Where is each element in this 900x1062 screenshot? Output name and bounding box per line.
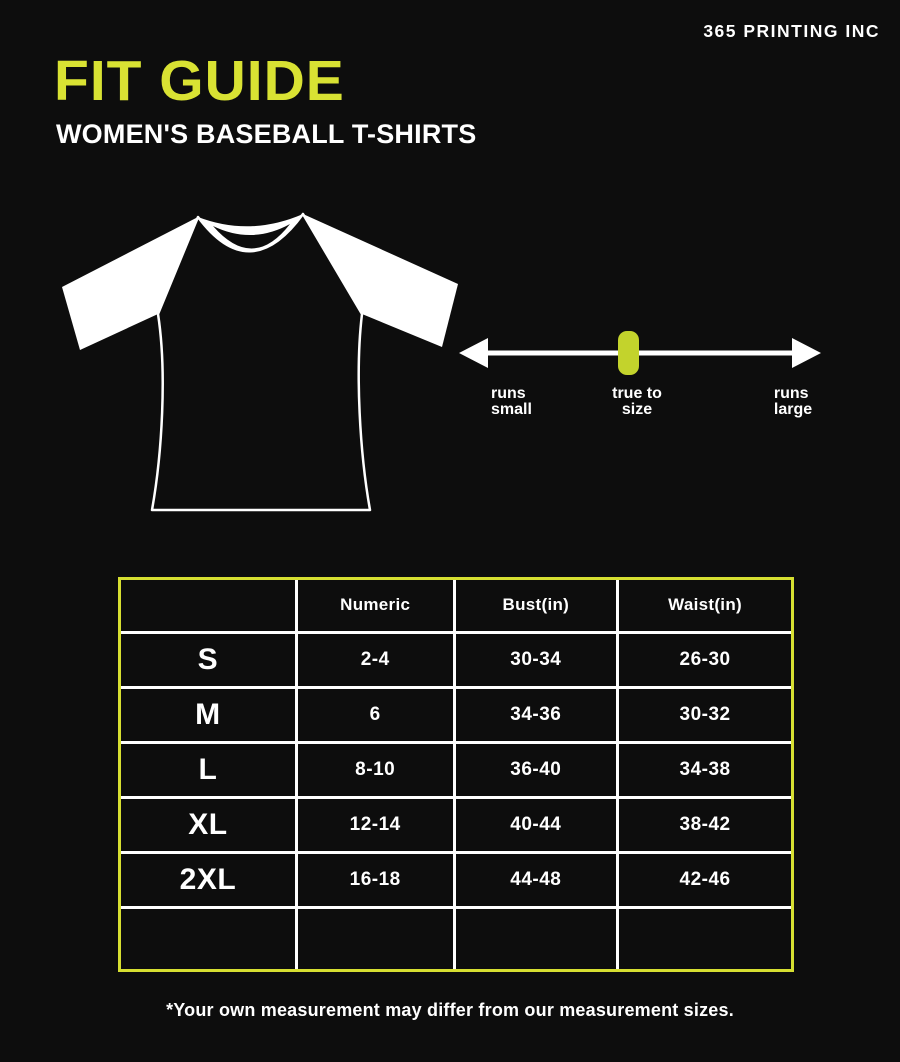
page-title: FIT GUIDE	[54, 49, 345, 113]
size-chart-table	[121, 580, 791, 969]
l-bust: 36-40	[454, 742, 618, 797]
table-row	[121, 687, 791, 742]
header-numeric: Numeric	[296, 580, 454, 632]
header-size	[121, 580, 296, 632]
arrow-right-icon	[792, 338, 821, 368]
table-row	[121, 742, 791, 797]
xl-numeric: 12-14	[296, 797, 454, 852]
true-to-size-label	[612, 386, 662, 417]
table-header-row	[121, 580, 791, 632]
m-waist: 30-32	[618, 687, 791, 742]
size-xl: XL	[121, 797, 296, 852]
size-s: S	[121, 632, 296, 687]
2xl-numeric: 16-18	[296, 852, 454, 907]
header-waist: Waist(in)	[618, 580, 791, 632]
l-waist: 34-38	[618, 742, 791, 797]
fit-scale	[455, 330, 825, 438]
true-to-size-line1: true to	[612, 385, 662, 402]
runs-small-line1: runs	[491, 385, 526, 402]
m-bust: 34-36	[454, 687, 618, 742]
header-bust: Bust(in)	[454, 580, 618, 632]
s-bust: 30-34	[454, 632, 618, 687]
xl-bust: 40-44	[454, 797, 618, 852]
runs-large-line1: runs	[773, 385, 809, 402]
s-waist: 26-30	[618, 632, 791, 687]
footnote: *Your own measurement may differ from our measurement sizes.	[166, 1000, 734, 1020]
runs-small-line2: small	[491, 400, 532, 418]
page-subtitle: WOMEN'S BASEBALL T-SHIRTS	[56, 119, 477, 149]
runs-large-label	[774, 386, 812, 417]
empty-bust	[454, 907, 618, 969]
m-numeric: 6	[296, 687, 454, 742]
true-to-size-line2: size	[621, 400, 653, 418]
size-m: M	[121, 687, 296, 742]
table-row	[121, 852, 791, 907]
brand-text: 365 PRINTING INC	[703, 21, 880, 41]
l-numeric: 8-10	[296, 742, 454, 797]
size-2xl: 2XL	[121, 852, 296, 907]
arrow-left-icon	[459, 338, 488, 368]
true-to-size-marker	[618, 331, 639, 375]
table-row-empty	[121, 907, 791, 969]
empty-size	[121, 907, 296, 969]
size-l: L	[121, 742, 296, 797]
empty-waist	[618, 907, 791, 969]
empty-numeric	[296, 907, 454, 969]
s-numeric: 2-4	[296, 632, 454, 687]
2xl-bust: 44-48	[454, 852, 618, 907]
size-chart	[118, 577, 794, 972]
fit-scale-arrow	[455, 330, 825, 376]
runs-large-line2: large	[773, 400, 813, 418]
baseball-tshirt-illustration	[50, 192, 470, 527]
2xl-waist: 42-46	[618, 852, 791, 907]
runs-small-label	[491, 386, 532, 417]
fit-scale-labels	[455, 386, 825, 438]
table-row	[121, 797, 791, 852]
xl-waist: 38-42	[618, 797, 791, 852]
table-row	[121, 632, 791, 687]
